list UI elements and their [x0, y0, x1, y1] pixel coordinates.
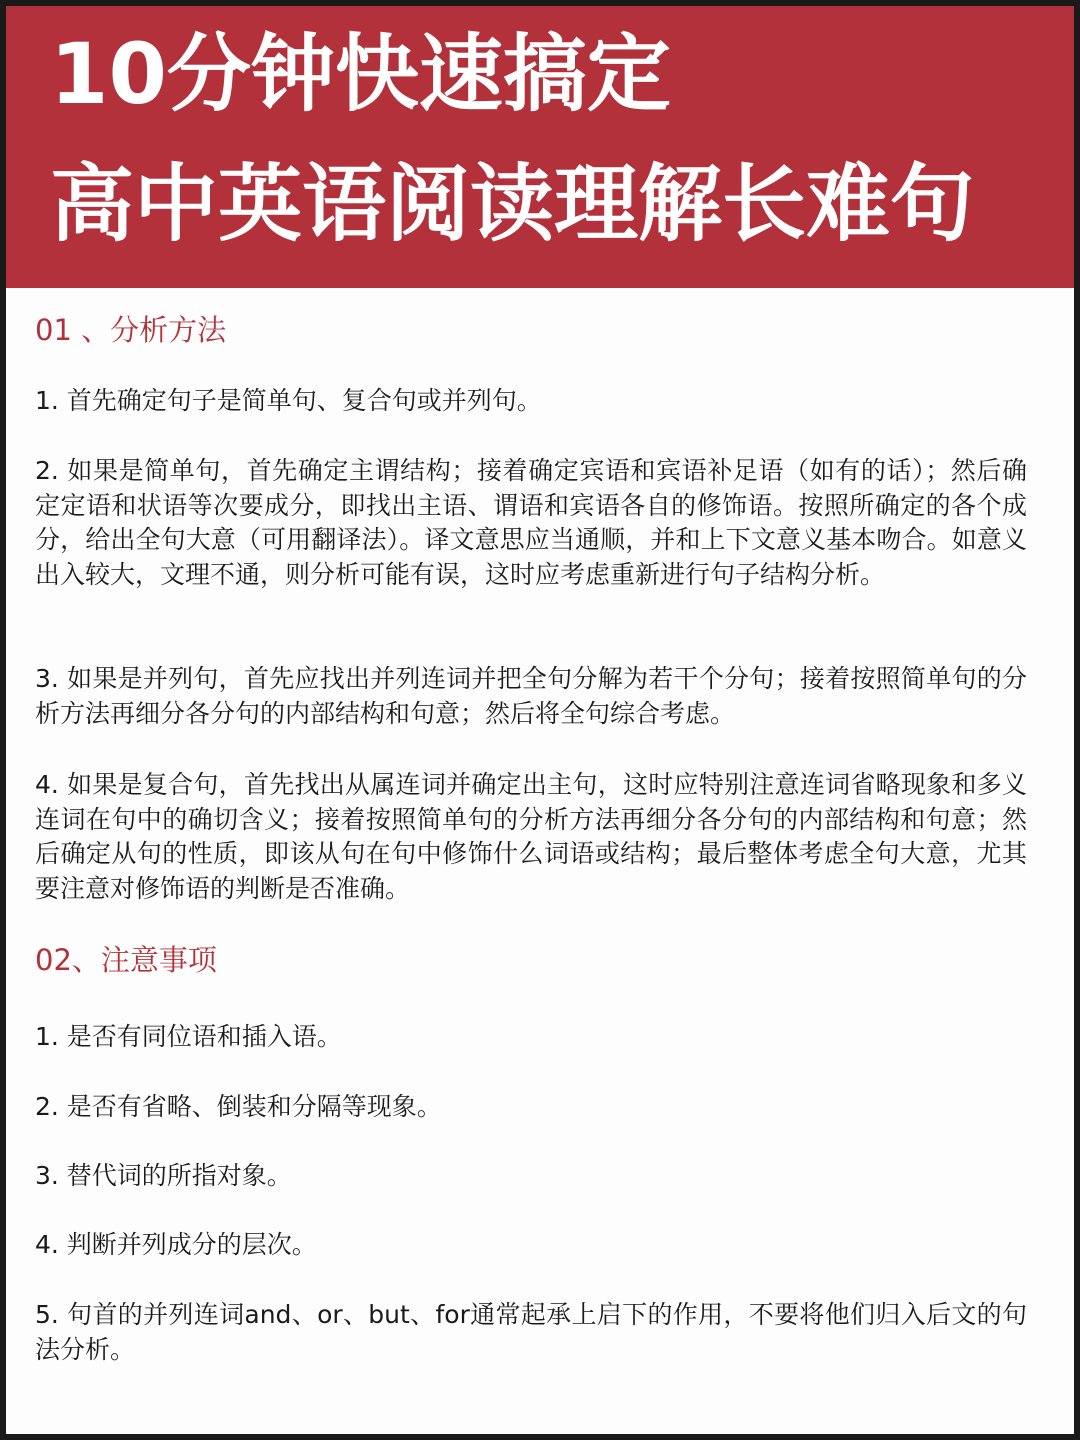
- note-item-2: 2. 是否有省略、倒装和分隔等现象。: [35, 1092, 442, 1121]
- note-item-4: 4. 判断并列成分的层次。: [35, 1230, 317, 1259]
- method-item-3: 3. 如果是并列句，首先应找出并列连词并把全句分解为若干个分句；接着按照简单句的分析方法再细分各分句的内部结构和句意；然后将全句综合考虑。: [35, 664, 1027, 728]
- section-heading-analysis-methods: 01 、分析方法: [35, 313, 227, 347]
- title-line-2: 高中英语阅读理解长难句: [50, 155, 975, 253]
- note-item-1: 1. 是否有同位语和插入语。: [35, 1022, 342, 1051]
- method-item-4: 4. 如果是复合句，首先找出从属连词并确定出主句，这时应特别注意连词省略现象和多义连词在句中的确切含义；接着按照简单句的分析方法再细分各分句的内部结构和句意；然后确定从句的性质，即该从句在句中修饰什么词语或结构；最后整体考虑全句大意，尤其要注意对修饰语的判断是否准确。: [35, 770, 1027, 903]
- method-item-2: 2. 如果是简单句，首先确定主谓结构；接着确定宾语和宾语补足语（如有的话）；然后确定定语和状语等次要成分，即找出主语、谓语和宾语各自的修饰语。按照所确定的各个成分，给出全句大意（可用翻译法）。译文意思应当通顺，并和上下文意义基本吻合。如意义出入较大，文理不通，则分析可能有误，这时应考虑重新进行句子结构分析。: [35, 456, 1027, 589]
- title-line-1: 10分钟快速搞定: [50, 25, 671, 123]
- title-banner: [6, 6, 1074, 288]
- note-item-3: 3. 替代词的所指对象。: [35, 1161, 292, 1190]
- note-item-5: 5. 句首的并列连词and、or、but、for通常起承上启下的作用，不要将他们归入后文的句法分析。: [35, 1300, 1027, 1364]
- section-heading-notes: 02、注意事项: [35, 943, 217, 977]
- method-item-1: 1. 首先确定句子是简单句、复合句或并列句。: [35, 386, 542, 415]
